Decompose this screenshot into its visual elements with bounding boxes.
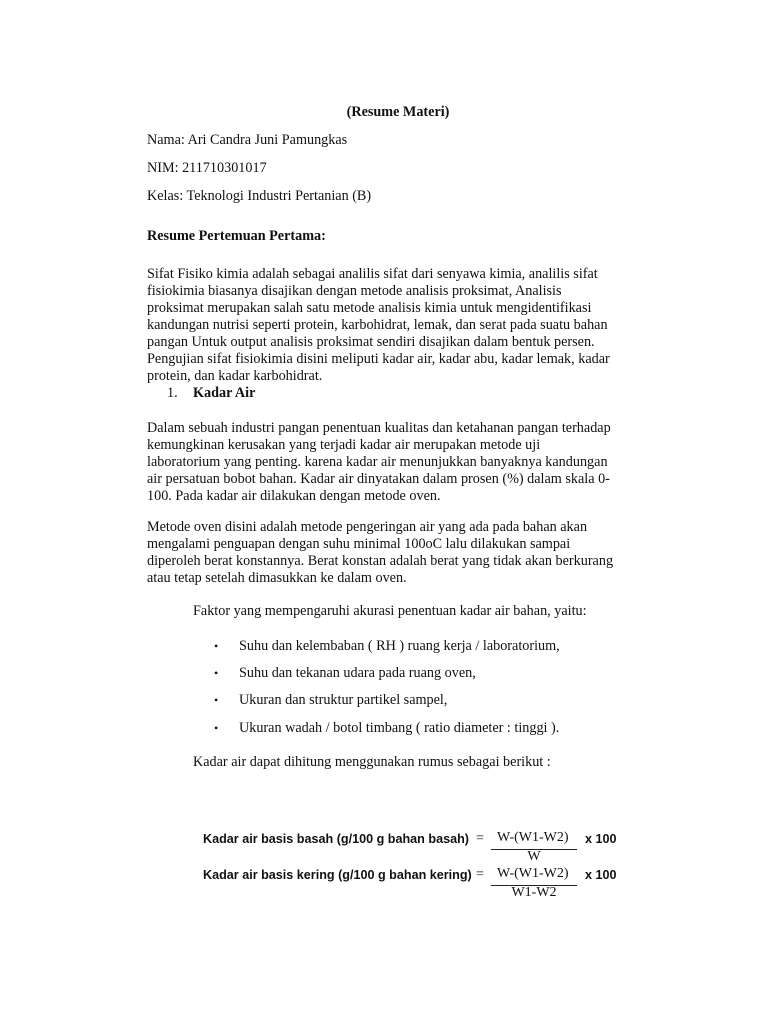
paragraph-line: Dalam sebuah industri pangan penentuan kualitas dan ketahanan pangan terhadap [147, 420, 611, 436]
equals-sign: = [476, 831, 484, 846]
formula-denominator: W1-W2 [511, 885, 557, 900]
paragraph-line: kemungkinan kerusakan yang terjadi kadar air merupakan metode uji [147, 437, 541, 453]
factor-item: Suhu dan tekanan udara pada ruang oven, [239, 665, 476, 681]
formula-multiplier: x 100 [585, 832, 617, 846]
paragraph-line: protein, dan kadar karbohidrat. [147, 368, 323, 384]
paragraph-line: atau tetap setelah dimasukkan ke dalam oven. [147, 570, 407, 586]
factor-item: Ukuran dan struktur partikel sampel, [239, 692, 448, 708]
bullet-icon: • [214, 693, 219, 707]
student-name: Nama: Ari Candra Juni Pamungkas [147, 132, 348, 148]
formula-intro: Kadar air dapat dihitung menggunakan rumus sebagai berikut : [193, 754, 551, 770]
bullet-icon: • [214, 721, 219, 735]
student-class: Kelas: Teknologi Industri Pertanian (B) [147, 188, 372, 204]
paragraph-line: Metode oven disini adalah metode pengeringan air yang ada pada bahan akan [147, 519, 588, 535]
formula-denominator: W [527, 849, 541, 864]
formula-numerator: W-(W1-W2) [497, 866, 569, 881]
kadar-air-paragraph-2 [147, 519, 667, 587]
equals-sign: = [476, 867, 484, 882]
item-heading-kadar-air: Kadar Air [193, 385, 256, 401]
intro-paragraph [147, 266, 667, 385]
factors-intro: Faktor yang mempengaruhi akurasi penentuan kadar air bahan, yaitu: [193, 603, 587, 619]
student-nim: NIM: 211710301017 [147, 160, 267, 176]
paragraph-line: 100. Pada kadar air dilakukan dengan metode oven. [147, 488, 441, 504]
formula-label: Kadar air basis basah (g/100 g bahan basah) [203, 832, 469, 846]
paragraph-line: proksimat merupakan salah satu metode analisis kimia untuk mengidentifikasi [147, 300, 592, 316]
document-title: (Resume Materi) [346, 104, 450, 120]
formula-multiplier: x 100 [585, 868, 617, 882]
factor-item: Suhu dan kelembaban ( RH ) ruang kerja / laboratorium, [239, 638, 560, 654]
factor-item: Ukuran wadah / botol timbang ( ratio diameter : tinggi ). [239, 720, 560, 736]
paragraph-line: laboratorium yang penting. karena kadar air menunjukkan banyaknya kandungan [147, 454, 608, 470]
paragraph-line: fisiokimia biasanya disajikan dengan metode analisis proksimat, Analisis [147, 283, 562, 299]
paragraph-line: mengalami penguapan dengan suhu minimal 100oC lalu dilakukan sampai [147, 536, 571, 552]
paragraph-line: Pengujian sifat fisiokimia disini meliputi kadar air, kadar abu, kadar lemak, kadar [147, 351, 610, 367]
paragraph-line: Sifat Fisiko kimia adalah sebagai analilis sifat dari senyawa kimia, analilis sifat [147, 266, 598, 282]
formula-numerator: W-(W1-W2) [497, 830, 569, 845]
section-heading: Resume Pertemuan Pertama: [147, 228, 326, 244]
formula-label: Kadar air basis kering (g/100 g bahan kering) [203, 868, 472, 882]
paragraph-line: kandungan nutrisi seperti protein, karbohidrat, lemak, dan serat pada suatu bahan [147, 317, 608, 333]
bullet-icon: • [214, 639, 219, 653]
bullet-icon: • [214, 666, 219, 680]
kadar-air-paragraph-1 [147, 420, 667, 505]
list-number: 1. [167, 385, 178, 401]
paragraph-line: pangan Untuk output analisis proksimat sendiri disajikan dalam bentuk persen. [147, 334, 595, 350]
paragraph-line: air persatuan bobot bahan. Kadar air dinyatakan dalam prosen (%) dalam skala 0- [147, 471, 610, 487]
paragraph-line: diperoleh berat konstannya. Berat konstan adalah berat yang tidak akan berkurang [147, 553, 614, 569]
